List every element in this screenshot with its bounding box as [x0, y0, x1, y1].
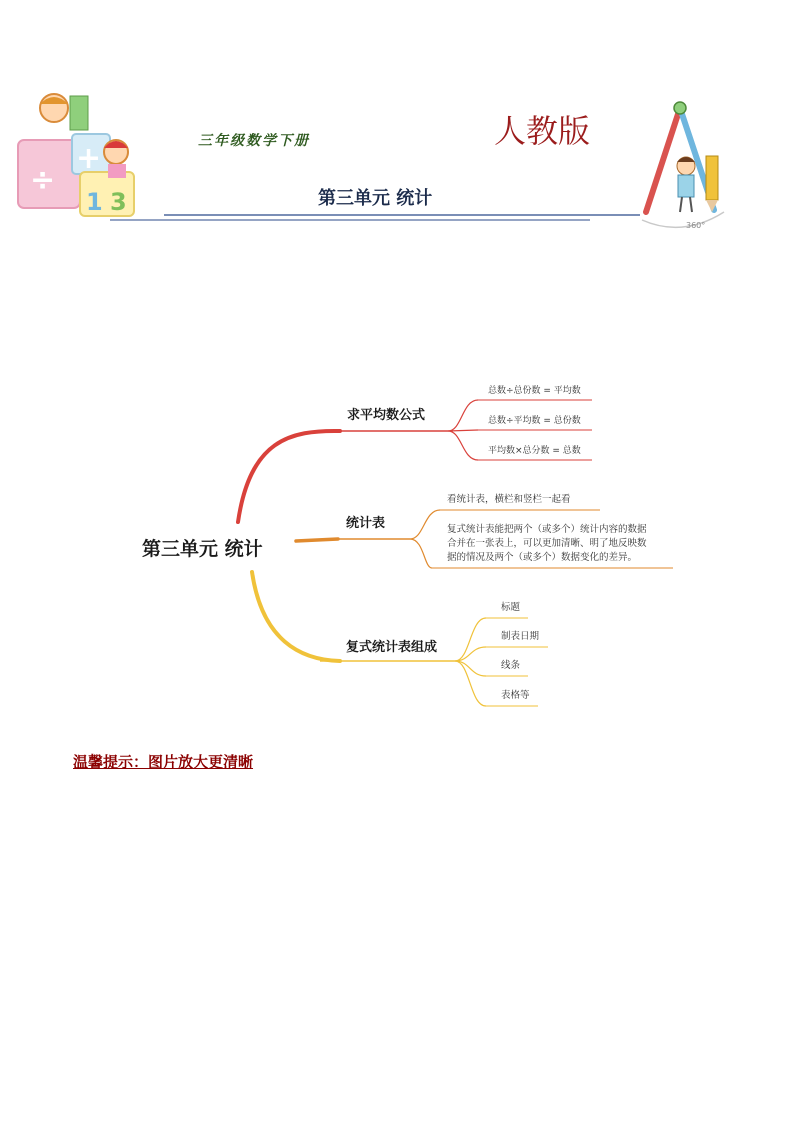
header-rule	[100, 210, 660, 224]
svg-text:÷: ÷	[30, 163, 56, 198]
footer-hint: 温馨提示：图片放大更清晰	[73, 753, 254, 771]
compass-and-pencil-icon	[628, 100, 738, 230]
branch-label: 统计表	[346, 516, 386, 531]
branch-item: 制表日期	[501, 631, 540, 642]
sub-connector	[410, 539, 432, 568]
kids-with-math-blocks-icon	[14, 90, 144, 220]
edition-label: 人教版	[494, 112, 591, 150]
branch-label: 复式统计表组成	[346, 640, 438, 655]
branch-item-line: 复式统计表能把两个（或多个）统计内容的数据	[447, 524, 647, 535]
sub-connector	[410, 510, 440, 539]
branch-item: 表格等	[501, 690, 530, 701]
mindmap-root: 第三单元 统计	[142, 538, 263, 560]
branch-item: 总数÷平均数 = 总份数	[488, 416, 581, 426]
branch-connector	[252, 572, 340, 661]
branch-item: 标题	[501, 602, 521, 613]
sub-connector	[448, 431, 478, 460]
svg-text:+: +	[76, 141, 102, 176]
branch-item-line: 据的情况及两个（或多个）数据变化的差异。	[447, 552, 638, 563]
grade-label: 三年级数学下册	[198, 133, 310, 149]
sub-connector	[455, 661, 486, 706]
mindmap	[0, 360, 794, 730]
branch-item: 平均数×总分数 = 总数	[488, 446, 581, 456]
sub-connector	[448, 400, 478, 431]
branch-label: 求平均数公式	[347, 408, 426, 423]
sub-connector	[455, 618, 486, 661]
unit-title: 第三单元 统计	[318, 188, 433, 209]
branch-connector	[238, 431, 340, 522]
branch-item: 看统计表，横栏和竖栏一起看	[447, 494, 571, 505]
svg-text:1: 1	[86, 188, 103, 216]
svg-text:360°: 360°	[686, 221, 706, 230]
branch-item: 线条	[501, 660, 521, 671]
branch-item-line: 合并在一张表上，可以更加清晰、明了地反映数	[447, 538, 647, 549]
svg-text:3: 3	[110, 188, 127, 216]
branch-item: 总数÷总份数 = 平均数	[488, 386, 581, 396]
